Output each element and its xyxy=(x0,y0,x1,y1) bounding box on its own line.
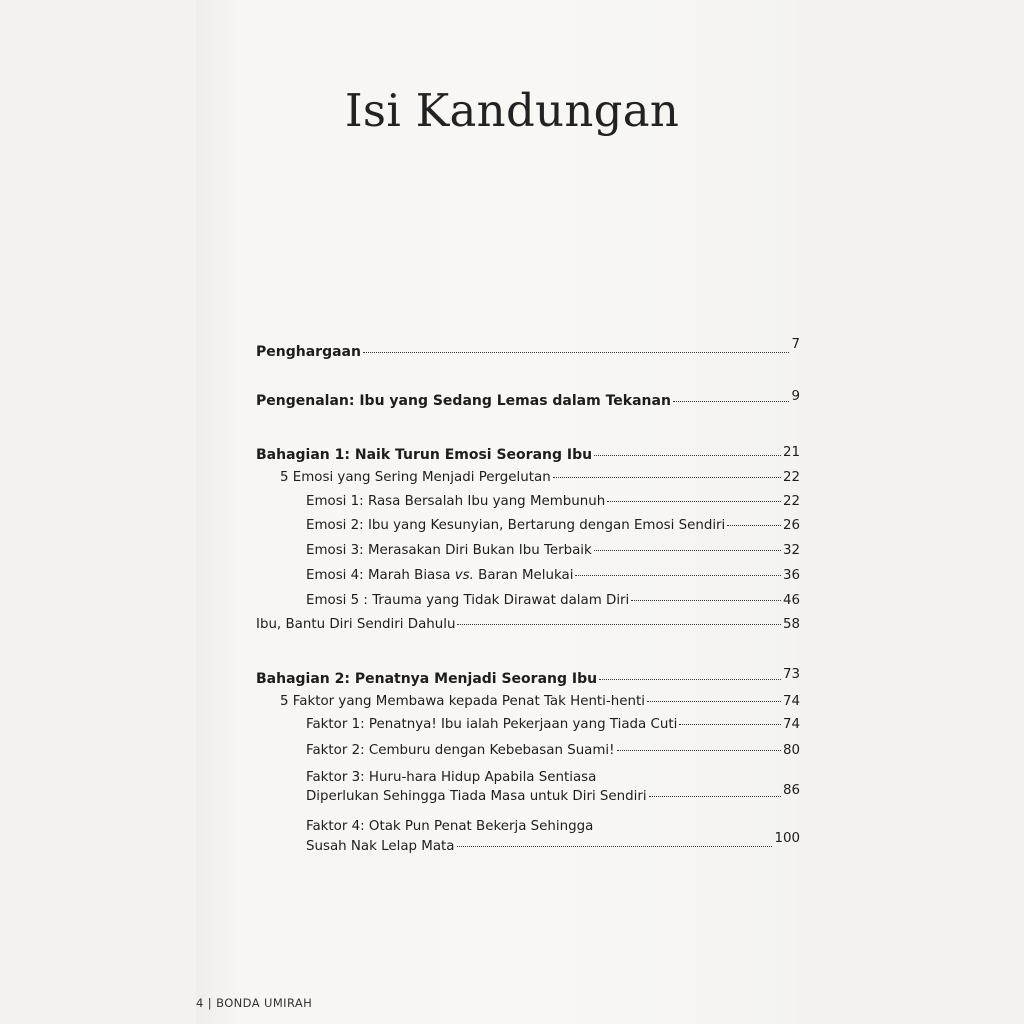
toc-entry-label: Ibu, Bantu Diri Sendiri Dahulu xyxy=(256,617,456,632)
toc-entry-page: 26 xyxy=(782,518,800,533)
toc-entry-page: 22 xyxy=(782,470,800,485)
toc-entry-label: Emosi 2: Ibu yang Kesunyian, Bertarung dengan Emosi Sendiri xyxy=(306,518,726,533)
dot-leader xyxy=(631,600,781,601)
toc-entry-emosi-2 xyxy=(306,517,800,535)
dot-leader xyxy=(457,624,780,625)
toc-entry-label-italic: vs. xyxy=(454,568,474,583)
dot-leader xyxy=(575,575,781,576)
dot-leader xyxy=(607,501,781,502)
toc-entry-label: 5 Faktor yang Membawa kepada Penat Tak Henti-henti xyxy=(280,694,645,709)
toc-entry-faktor-3-line1: Faktor 3: Huru-hara Hidup Apabila Sentiasa xyxy=(306,770,597,785)
dot-leader xyxy=(457,846,773,847)
toc-entry-emosi-1 xyxy=(306,493,800,511)
toc-entry-label: Susah Nak Lelap Mata xyxy=(306,839,455,854)
toc-entry-faktor-3 xyxy=(306,783,800,806)
toc-entry-page: 74 xyxy=(782,694,800,709)
toc-entry-faktor-1 xyxy=(306,716,800,734)
toc-entry-label-part: Emosi 4: Marah Biasa xyxy=(306,568,455,583)
toc-entry-5-faktor xyxy=(280,693,800,711)
toc-entry-page: 80 xyxy=(782,743,800,758)
toc-entry-page: 36 xyxy=(782,568,800,583)
toc-entry-label: Emosi 1: Rasa Bersalah Ibu yang Membunuh xyxy=(306,494,606,509)
dot-leader xyxy=(599,679,781,680)
toc-entry-label: Diperlukan Sehingga Tiada Masa untuk Diri Sendiri xyxy=(306,789,647,804)
table-of-contents xyxy=(256,0,800,1024)
dot-leader xyxy=(617,750,781,751)
dot-leader xyxy=(647,701,781,702)
dot-leader xyxy=(594,550,781,551)
dot-leader xyxy=(727,525,781,526)
toc-entry-page: 9 xyxy=(791,389,800,404)
toc-entry-pengenalan xyxy=(256,389,800,411)
toc-entry-label: Faktor 1: Penatnya! Ibu ialah Pekerjaan yang Tiada Cuti xyxy=(306,717,678,732)
toc-entry-page: 7 xyxy=(791,337,800,352)
toc-entry-faktor-2 xyxy=(306,742,800,760)
toc-entry-5-emosi xyxy=(280,469,800,487)
toc-entry-emosi-5 xyxy=(306,592,800,610)
toc-entry-label xyxy=(306,567,573,585)
dot-leader xyxy=(594,455,781,456)
page-footer: 4 | BONDA UMIRAH xyxy=(196,996,313,1010)
toc-entry-page: 22 xyxy=(782,494,800,509)
toc-entry-label: Penghargaan xyxy=(256,344,361,360)
toc-entry-label: Bahagian 1: Naik Turun Emosi Seorang Ibu xyxy=(256,447,593,463)
toc-entry-label: Emosi 5 : Trauma yang Tidak Dirawat dalam Diri xyxy=(306,593,630,608)
toc-entry-faktor-4-line1: Faktor 4: Otak Pun Penat Bekerja Sehingga xyxy=(306,819,594,834)
dot-leader xyxy=(679,724,781,725)
toc-entry-page: 46 xyxy=(782,593,800,608)
toc-entry-page: 74 xyxy=(782,717,800,732)
dot-leader xyxy=(553,477,781,478)
toc-entry-faktor-4 xyxy=(306,831,800,856)
toc-entry-label: Faktor 2: Cemburu dengan Kebebasan Suami! xyxy=(306,743,615,758)
toc-entry-page: 100 xyxy=(774,831,800,846)
dot-leader xyxy=(363,352,790,353)
toc-entry-bahagian-1 xyxy=(256,446,800,465)
page-title: Isi Kandungan xyxy=(344,84,680,137)
toc-entry-label: Pengenalan: Ibu yang Sedang Lemas dalam Tekanan xyxy=(256,393,671,409)
toc-entry-label: Emosi 3: Merasakan Diri Bukan Ibu Terbaik xyxy=(306,543,592,558)
dot-leader xyxy=(673,401,790,402)
toc-entry-label-part: Baran Melukai xyxy=(473,568,574,583)
toc-entry-emosi-3 xyxy=(306,542,800,560)
toc-entry-bahagian-2 xyxy=(256,667,800,689)
toc-entry-page: 86 xyxy=(782,783,800,798)
toc-entry-penghargaan xyxy=(256,337,800,362)
dot-leader xyxy=(649,796,781,797)
toc-entry-page: 32 xyxy=(782,543,800,558)
toc-entry-ibu-bantu xyxy=(256,616,800,634)
toc-entry-page: 21 xyxy=(782,445,800,460)
toc-entry-emosi-4 xyxy=(306,567,800,585)
toc-entry-page: 73 xyxy=(782,667,800,682)
toc-entry-label: 5 Emosi yang Sering Menjadi Pergelutan xyxy=(280,470,551,485)
toc-entry-label: Bahagian 2: Penatnya Menjadi Seorang Ibu xyxy=(256,671,598,687)
toc-entry-page: 58 xyxy=(782,617,800,632)
